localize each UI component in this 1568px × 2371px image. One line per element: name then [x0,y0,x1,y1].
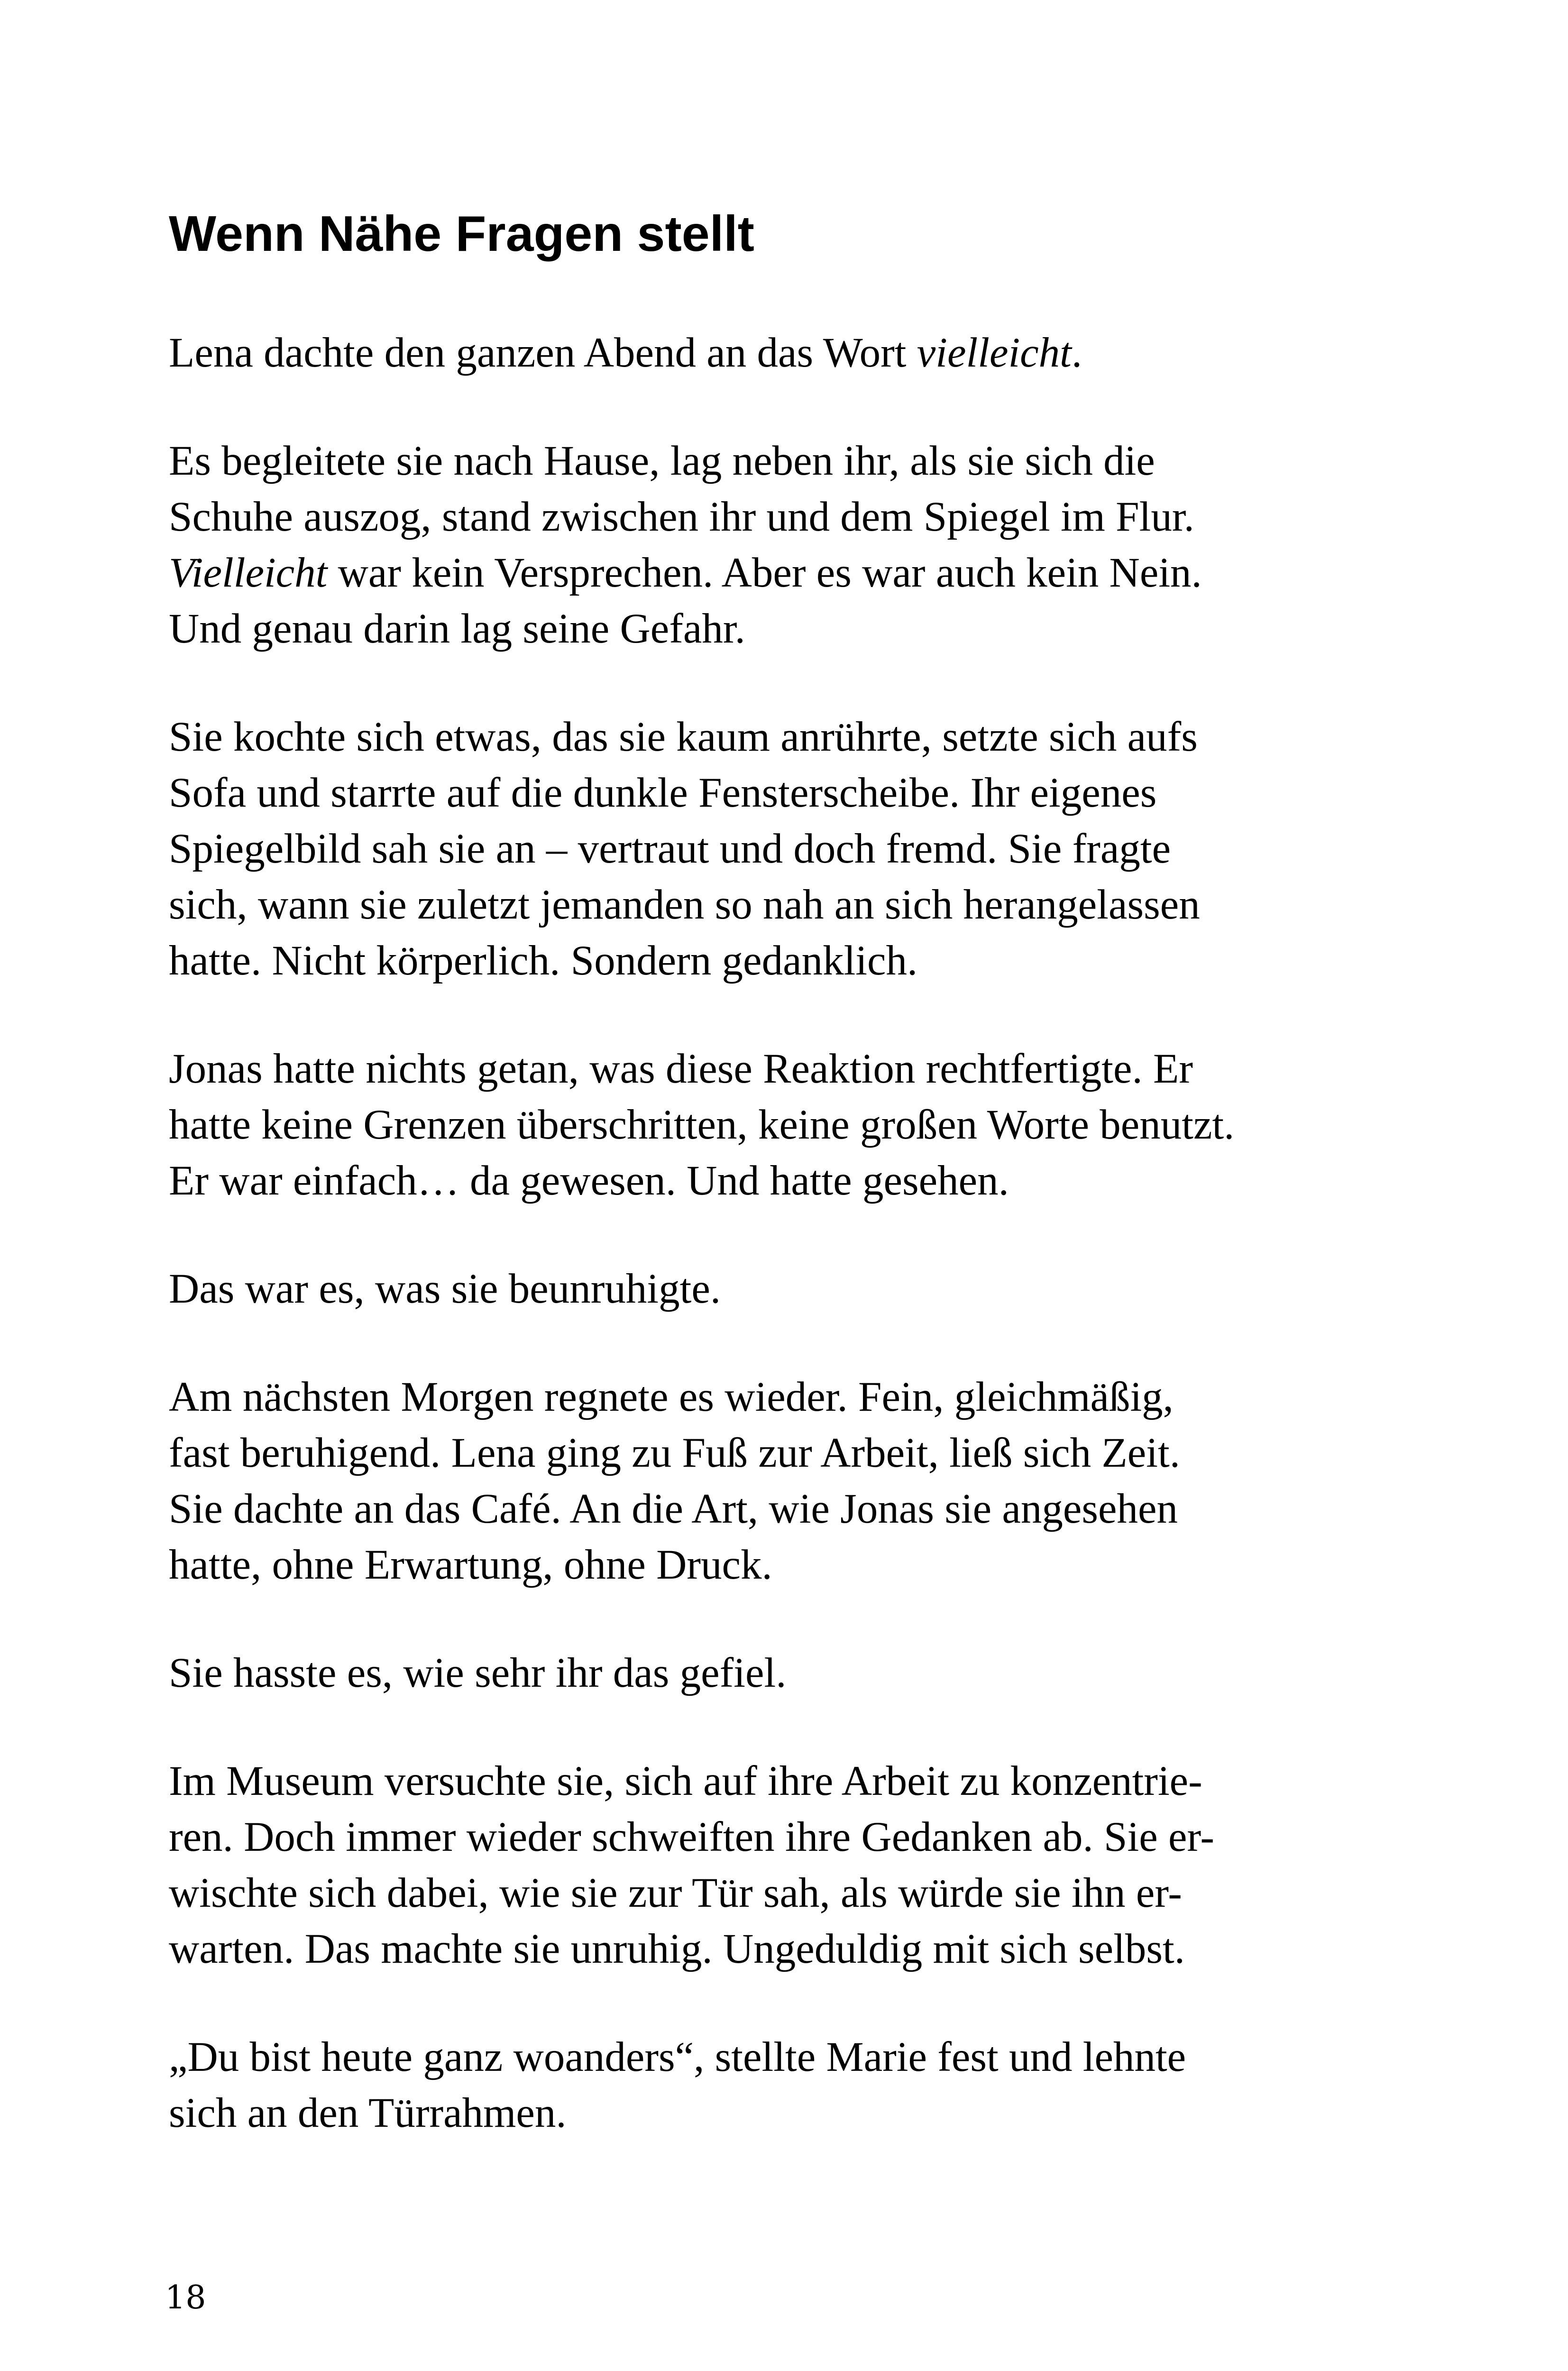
text-segment: „Du bist heute ganz woanders“, stellte Marie fest und lehnte [169,2034,1186,2080]
text-line [169,1369,1402,1425]
text-segment: sich, wann sie zuletzt jemanden so nah an sich herangelassen [169,882,1200,928]
paragraph [169,2029,1402,2141]
text-line [169,1921,1402,1977]
text-line [169,1097,1402,1153]
paragraph [169,1645,1402,1701]
text-segment: warten. Das machte sie unruhig. Ungeduldig mit sich selbst. [169,1926,1185,1972]
text-segment: Sie dachte an das Café. An die Art, wie Jonas sie angesehen [169,1486,1178,1532]
text-line [169,765,1402,821]
paragraph [169,1261,1402,1317]
text-segment: war kein Versprechen. Aber es war auch kein Nein. [327,550,1202,596]
text-segment: . [1071,330,1082,376]
text-segment: Schuhe auszog, stand zwischen ihr und dem Spiegel im Flur. [169,494,1194,540]
text-line [169,433,1402,489]
text-segment: fast beruhigend. Lena ging zu Fuß zur Arbeit, ließ sich Zeit. [169,1430,1180,1476]
text-line [169,1425,1402,1481]
text-segment: Jonas hatte nichts getan, was diese Reaktion rechtfertigte. Er [169,1046,1193,1092]
text-segment: hatte, ohne Erwartung, ohne Druck. [169,1542,772,1588]
paragraph [169,433,1402,657]
paragraph [169,1369,1402,1593]
text-segment: Im Museum versuchte sie, sich auf ihre Arbeit zu konzentrie- [169,1758,1202,1804]
text-line [169,489,1402,545]
text-line [169,821,1402,877]
page-number: 18 [165,2279,206,2316]
text-line [169,2085,1402,2141]
text-segment: Am nächsten Morgen regnete es wieder. Fein, gleichmäßig, [169,1374,1174,1420]
text-segment: Das war es, was sie beunruhigte. [169,1266,721,1312]
text-segment: sich an den Türrahmen. [169,2090,567,2136]
paragraph [169,1753,1402,1977]
chapter-title: Wenn Nähe Fragen stellt [169,206,754,262]
emphasized-text: Vielleicht [169,550,328,596]
text-line [169,1481,1402,1537]
text-segment: hatte. Nicht körperlich. Sondern gedanklich. [169,937,918,984]
text-line [169,325,1402,381]
chapter-body [169,325,1402,2193]
text-line [169,1041,1402,1097]
text-line [169,1153,1402,1209]
text-line [169,933,1402,989]
text-segment: Sie kochte sich etwas, das sie kaum anrührte, setzte sich aufs [169,714,1198,760]
text-segment: hatte keine Grenzen überschritten, keine großen Worte benutzt. [169,1102,1235,1148]
text-segment: wischte sich dabei, wie sie zur Tür sah, als würde sie ihn er- [169,1870,1182,1916]
text-line [169,877,1402,933]
paragraph [169,1041,1402,1209]
text-segment: Es begleitete sie nach Hause, lag neben ihr, als sie sich die [169,438,1155,484]
text-segment: ren. Doch immer wieder schweiften ihre Gedanken ab. Sie er- [169,1814,1215,1860]
text-line [169,709,1402,765]
text-line [169,1753,1402,1809]
text-line [169,1809,1402,1865]
text-line [169,601,1402,657]
paragraph [169,709,1402,989]
text-line [169,1537,1402,1593]
emphasized-text: vielleicht [917,330,1072,376]
text-segment: Lena dachte den ganzen Abend an das Wort [169,330,917,376]
text-segment: Und genau darin lag seine Gefahr. [169,606,745,652]
text-line [169,2029,1402,2085]
text-segment: Sofa und starrte auf die dunkle Fensterscheibe. Ihr eigenes [169,770,1157,816]
text-segment: Sie hasste es, wie sehr ihr das gefiel. [169,1650,787,1696]
paragraph [169,325,1402,381]
text-line [169,545,1402,601]
text-line [169,1645,1402,1701]
text-segment: Spiegelbild sah sie an – vertraut und doch fremd. Sie fragte [169,826,1171,872]
text-line [169,1261,1402,1317]
text-line [169,1865,1402,1921]
text-segment: Er war einfach… da gewesen. Und hatte gesehen. [169,1158,1009,1204]
